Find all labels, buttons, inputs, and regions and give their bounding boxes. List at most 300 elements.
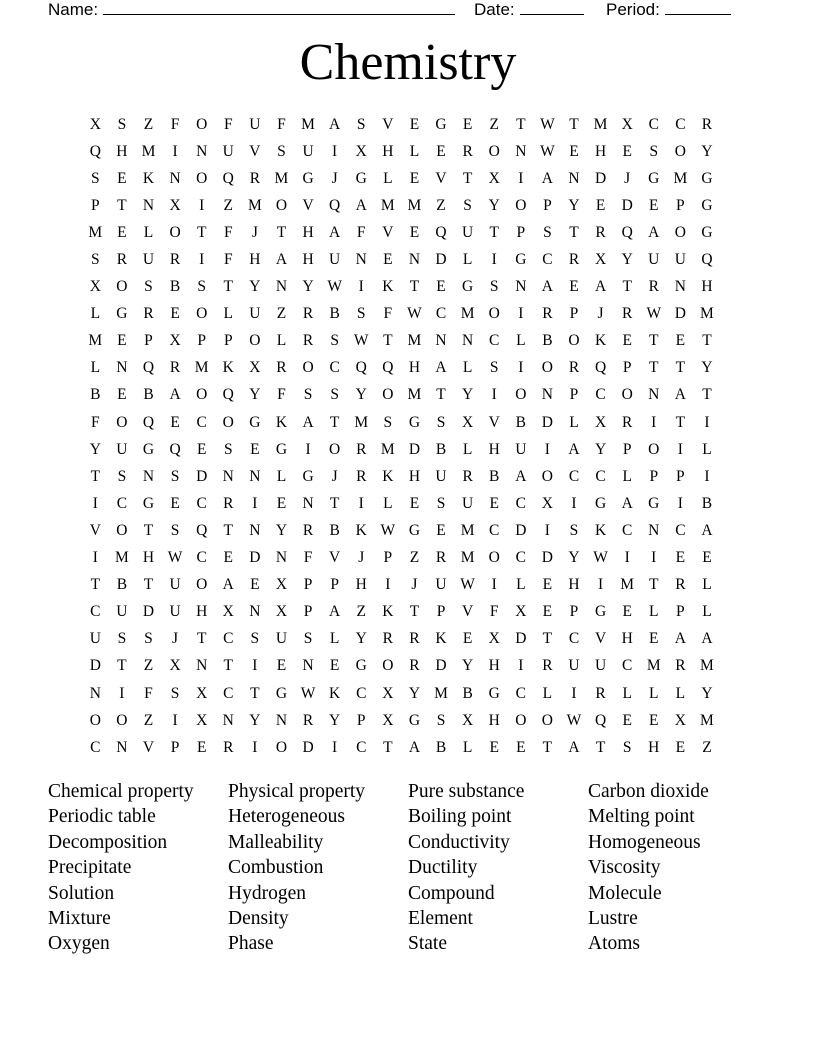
grid-letter[interactable]: U: [674, 251, 686, 269]
grid-letter[interactable]: G: [408, 521, 421, 539]
grid-letter[interactable]: T: [383, 738, 393, 756]
grid-letter[interactable]: E: [409, 169, 420, 187]
grid-letter[interactable]: T: [250, 684, 260, 702]
grid-letter[interactable]: E: [622, 332, 632, 350]
grid-letter[interactable]: S: [356, 115, 366, 133]
grid-letter[interactable]: D: [142, 603, 155, 621]
grid-letter[interactable]: S: [90, 169, 100, 187]
grid-letter[interactable]: P: [676, 467, 685, 485]
grid-letter[interactable]: Q: [382, 359, 394, 377]
grid-letter[interactable]: T: [569, 115, 579, 133]
grid-letter[interactable]: Y: [462, 657, 474, 675]
grid-letter[interactable]: C: [435, 305, 447, 323]
grid-letter[interactable]: O: [196, 169, 208, 187]
grid-letter[interactable]: R: [302, 521, 314, 539]
grid-letter[interactable]: T: [649, 359, 659, 377]
grid-letter[interactable]: P: [622, 359, 632, 377]
grid-letter[interactable]: Z: [356, 603, 366, 621]
grid-letter[interactable]: S: [303, 386, 313, 404]
grid-letter[interactable]: O: [621, 386, 633, 404]
grid-letter[interactable]: W: [327, 278, 342, 296]
grid-letter[interactable]: R: [568, 251, 580, 269]
grid-letter[interactable]: C: [568, 467, 580, 485]
grid-letter[interactable]: Z: [409, 549, 420, 567]
grid-letter[interactable]: L: [383, 169, 393, 187]
grid-letter[interactable]: T: [117, 657, 127, 675]
grid-letter[interactable]: E: [622, 711, 632, 729]
grid-letter[interactable]: Z: [143, 711, 154, 729]
grid-letter[interactable]: I: [677, 494, 683, 512]
grid-letter[interactable]: R: [276, 359, 287, 377]
grid-letter[interactable]: B: [515, 413, 526, 431]
grid-letter[interactable]: Q: [329, 196, 341, 214]
grid-letter[interactable]: I: [92, 494, 98, 512]
grid-letter[interactable]: C: [116, 494, 128, 512]
grid-letter[interactable]: P: [569, 305, 579, 323]
grid-letter[interactable]: H: [488, 440, 500, 458]
grid-letter[interactable]: U: [275, 630, 288, 648]
grid-letter[interactable]: B: [329, 305, 340, 323]
grid-letter[interactable]: I: [199, 251, 205, 269]
grid-letter[interactable]: O: [382, 386, 394, 404]
grid-letter[interactable]: K: [355, 521, 367, 539]
grid-letter[interactable]: A: [329, 115, 341, 133]
grid-letter[interactable]: L: [223, 305, 233, 323]
grid-letter[interactable]: V: [89, 521, 101, 539]
grid-letter[interactable]: M: [380, 440, 395, 458]
grid-letter[interactable]: H: [302, 251, 314, 269]
grid-letter[interactable]: D: [674, 305, 686, 323]
grid-letter[interactable]: L: [462, 440, 473, 458]
grid-letter[interactable]: Y: [249, 386, 261, 404]
grid-letter[interactable]: I: [199, 196, 205, 214]
grid-letter[interactable]: F: [223, 223, 233, 241]
grid-letter[interactable]: I: [172, 142, 178, 160]
grid-letter[interactable]: U: [329, 251, 341, 269]
grid-letter[interactable]: C: [622, 657, 633, 675]
grid-letter[interactable]: Y: [462, 386, 474, 404]
grid-letter[interactable]: L: [276, 467, 287, 485]
grid-letter[interactable]: T: [143, 521, 154, 539]
grid-letter[interactable]: A: [594, 278, 607, 296]
grid-letter[interactable]: C: [515, 684, 526, 702]
grid-letter[interactable]: Z: [436, 196, 446, 214]
grid-letter[interactable]: M: [593, 115, 608, 133]
grid-letter[interactable]: E: [170, 305, 180, 323]
grid-letter[interactable]: L: [276, 332, 287, 350]
grid-letter[interactable]: G: [648, 494, 660, 512]
grid-letter[interactable]: I: [518, 169, 524, 187]
grid-letter[interactable]: V: [382, 115, 394, 133]
grid-letter[interactable]: U: [116, 603, 128, 621]
grid-letter[interactable]: E: [542, 603, 553, 621]
grid-letter[interactable]: T: [542, 630, 553, 648]
grid-letter[interactable]: O: [648, 440, 660, 458]
grid-letter[interactable]: Z: [223, 196, 233, 214]
grid-letter[interactable]: X: [462, 711, 474, 729]
grid-letter[interactable]: G: [701, 196, 713, 214]
grid-letter[interactable]: U: [435, 576, 447, 594]
grid-letter[interactable]: N: [142, 467, 155, 485]
grid-letter[interactable]: C: [648, 115, 659, 133]
grid-letter[interactable]: E: [329, 657, 340, 675]
grid-letter[interactable]: S: [543, 223, 552, 241]
grid-letter[interactable]: C: [675, 115, 686, 133]
grid-letter[interactable]: U: [515, 440, 527, 458]
date-field[interactable]: [474, 0, 584, 19]
grid-letter[interactable]: S: [303, 630, 313, 648]
grid-letter[interactable]: C: [223, 684, 234, 702]
grid-letter[interactable]: I: [385, 576, 391, 594]
grid-letter[interactable]: E: [196, 440, 207, 458]
grid-letter[interactable]: O: [116, 521, 128, 539]
grid-letter[interactable]: C: [542, 251, 553, 269]
grid-letter[interactable]: M: [407, 332, 422, 350]
grid-letter[interactable]: I: [518, 305, 524, 323]
grid-letter[interactable]: H: [116, 142, 128, 160]
grid-letter[interactable]: R: [595, 223, 606, 241]
grid-letter[interactable]: R: [648, 278, 659, 296]
grid-letter[interactable]: Y: [488, 196, 500, 214]
grid-letter[interactable]: R: [622, 305, 633, 323]
grid-letter[interactable]: L: [702, 440, 712, 458]
grid-letter[interactable]: N: [648, 386, 660, 404]
grid-letter[interactable]: O: [116, 278, 128, 296]
grid-letter[interactable]: U: [462, 494, 474, 512]
grid-letter[interactable]: Y: [701, 142, 713, 160]
grid-letter[interactable]: B: [143, 386, 154, 404]
grid-letter[interactable]: W: [540, 142, 555, 160]
grid-letter[interactable]: M: [407, 386, 422, 404]
grid-letter[interactable]: J: [597, 305, 604, 323]
grid-letter[interactable]: X: [275, 603, 288, 621]
grid-letter[interactable]: P: [303, 603, 313, 621]
grid-letter[interactable]: T: [90, 576, 101, 594]
grid-letter[interactable]: E: [436, 521, 446, 539]
grid-letter[interactable]: C: [196, 494, 207, 512]
grid-letter[interactable]: U: [169, 576, 181, 594]
grid-letter[interactable]: M: [88, 223, 103, 241]
grid-letter[interactable]: E: [276, 494, 287, 512]
grid-letter[interactable]: P: [516, 223, 526, 241]
grid-letter[interactable]: E: [462, 630, 473, 648]
grid-letter[interactable]: S: [170, 684, 180, 702]
grid-letter[interactable]: Z: [702, 738, 712, 756]
grid-letter[interactable]: G: [302, 169, 314, 187]
grid-letter[interactable]: C: [223, 630, 234, 648]
grid-letter[interactable]: T: [223, 657, 233, 675]
grid-letter[interactable]: T: [516, 115, 526, 133]
grid-letter[interactable]: X: [249, 359, 261, 377]
grid-letter[interactable]: I: [571, 684, 577, 702]
grid-letter[interactable]: R: [169, 359, 181, 377]
grid-letter[interactable]: O: [275, 738, 288, 756]
grid-letter[interactable]: E: [409, 115, 420, 133]
grid-letter[interactable]: H: [302, 223, 314, 241]
grid-letter[interactable]: A: [674, 630, 686, 648]
grid-letter[interactable]: A: [674, 386, 686, 404]
grid-letter[interactable]: M: [354, 413, 369, 431]
grid-letter[interactable]: I: [332, 142, 338, 160]
grid-letter[interactable]: R: [409, 630, 420, 648]
grid-letter[interactable]: O: [196, 115, 208, 133]
grid-letter[interactable]: K: [222, 359, 234, 377]
grid-letter[interactable]: O: [222, 413, 234, 431]
grid-letter[interactable]: R: [595, 684, 606, 702]
grid-letter[interactable]: N: [89, 684, 101, 702]
grid-letter[interactable]: R: [462, 142, 473, 160]
name-field[interactable]: [48, 0, 455, 19]
grid-letter[interactable]: H: [648, 738, 660, 756]
grid-letter[interactable]: S: [489, 278, 499, 296]
grid-letter[interactable]: L: [329, 630, 340, 648]
grid-letter[interactable]: E: [675, 549, 686, 567]
grid-letter[interactable]: N: [515, 142, 527, 160]
grid-letter[interactable]: I: [651, 549, 657, 567]
grid-letter[interactable]: V: [462, 603, 474, 621]
grid-letter[interactable]: S: [463, 196, 472, 214]
grid-letter[interactable]: S: [489, 359, 499, 377]
grid-letter[interactable]: R: [382, 630, 393, 648]
grid-letter[interactable]: G: [435, 115, 447, 133]
grid-letter[interactable]: K: [382, 278, 394, 296]
grid-letter[interactable]: G: [275, 684, 288, 702]
grid-letter[interactable]: I: [544, 440, 550, 458]
grid-letter[interactable]: A: [275, 251, 288, 269]
grid-letter[interactable]: R: [356, 440, 367, 458]
grid-letter[interactable]: X: [621, 115, 633, 133]
grid-letter[interactable]: Z: [276, 305, 287, 323]
grid-letter[interactable]: E: [675, 738, 686, 756]
grid-letter[interactable]: M: [460, 521, 475, 539]
grid-letter[interactable]: C: [329, 359, 340, 377]
grid-letter[interactable]: A: [329, 603, 341, 621]
grid-letter[interactable]: A: [408, 738, 421, 756]
grid-letter[interactable]: N: [116, 738, 128, 756]
grid-letter[interactable]: B: [701, 494, 713, 512]
grid-letter[interactable]: I: [518, 657, 524, 675]
grid-letter[interactable]: A: [701, 521, 713, 539]
grid-letter[interactable]: G: [408, 711, 421, 729]
grid-letter[interactable]: I: [704, 467, 710, 485]
grid-letter[interactable]: A: [701, 630, 713, 648]
grid-letter[interactable]: T: [649, 576, 659, 594]
grid-letter[interactable]: C: [568, 630, 580, 648]
grid-letter[interactable]: U: [302, 142, 314, 160]
grid-letter[interactable]: N: [275, 278, 288, 296]
grid-letter[interactable]: E: [117, 223, 127, 241]
grid-letter[interactable]: G: [355, 169, 367, 187]
grid-letter[interactable]: X: [89, 115, 101, 133]
grid-letter[interactable]: W: [540, 115, 555, 133]
grid-letter[interactable]: X: [169, 196, 181, 214]
grid-letter[interactable]: X: [196, 684, 208, 702]
grid-letter[interactable]: X: [541, 494, 553, 512]
grid-letter[interactable]: L: [649, 603, 659, 621]
grid-letter[interactable]: X: [462, 413, 474, 431]
grid-letter[interactable]: L: [462, 738, 473, 756]
grid-letter[interactable]: F: [144, 684, 153, 702]
grid-letter[interactable]: S: [170, 467, 180, 485]
grid-letter[interactable]: X: [382, 711, 394, 729]
grid-letter[interactable]: Z: [489, 115, 499, 133]
grid-letter[interactable]: S: [330, 332, 339, 350]
grid-letter[interactable]: I: [571, 494, 577, 512]
grid-letter[interactable]: J: [358, 549, 365, 567]
grid-letter[interactable]: T: [675, 413, 686, 431]
grid-letter[interactable]: Y: [89, 440, 101, 458]
grid-letter[interactable]: M: [646, 657, 661, 675]
grid-letter[interactable]: Y: [701, 684, 713, 702]
grid-letter[interactable]: I: [491, 386, 497, 404]
grid-letter[interactable]: N: [515, 278, 527, 296]
grid-letter[interactable]: O: [196, 576, 208, 594]
grid-letter[interactable]: Y: [249, 278, 261, 296]
grid-letter[interactable]: H: [249, 251, 261, 269]
grid-letter[interactable]: I: [252, 494, 258, 512]
grid-letter[interactable]: S: [117, 630, 127, 648]
grid-letter[interactable]: T: [383, 332, 393, 350]
grid-letter[interactable]: A: [169, 386, 181, 404]
grid-letter[interactable]: R: [116, 251, 128, 269]
grid-letter[interactable]: B: [169, 278, 181, 296]
grid-letter[interactable]: G: [701, 223, 713, 241]
grid-letter[interactable]: G: [275, 440, 288, 458]
grid-letter[interactable]: S: [117, 115, 127, 133]
grid-letter[interactable]: F: [170, 115, 180, 133]
grid-letter[interactable]: Q: [142, 359, 155, 377]
grid-letter[interactable]: E: [223, 549, 233, 567]
grid-letter[interactable]: M: [700, 711, 714, 729]
grid-letter[interactable]: L: [516, 332, 526, 350]
grid-letter[interactable]: U: [249, 115, 261, 133]
grid-letter[interactable]: G: [408, 413, 421, 431]
grid-letter[interactable]: D: [541, 549, 553, 567]
grid-letter[interactable]: J: [331, 467, 338, 485]
grid-letter[interactable]: L: [542, 684, 553, 702]
grid-letter[interactable]: E: [675, 332, 686, 350]
grid-letter[interactable]: Y: [275, 521, 288, 539]
grid-letter[interactable]: A: [541, 278, 553, 296]
grid-letter[interactable]: H: [382, 142, 394, 160]
grid-letter[interactable]: E: [489, 738, 499, 756]
grid-letter[interactable]: G: [515, 251, 527, 269]
grid-letter[interactable]: W: [300, 684, 316, 702]
grid-letter[interactable]: O: [116, 413, 128, 431]
grid-letter[interactable]: A: [621, 494, 633, 512]
grid-letter[interactable]: G: [302, 467, 314, 485]
grid-letter[interactable]: T: [622, 278, 632, 296]
grid-letter[interactable]: G: [648, 169, 660, 187]
grid-letter[interactable]: X: [355, 142, 367, 160]
grid-letter[interactable]: N: [196, 142, 208, 160]
grid-letter[interactable]: Z: [143, 657, 154, 675]
grid-letter[interactable]: A: [222, 576, 234, 594]
grid-letter[interactable]: M: [620, 576, 635, 594]
grid-letter[interactable]: Q: [169, 440, 181, 458]
grid-letter[interactable]: W: [167, 549, 183, 567]
grid-letter[interactable]: N: [674, 278, 686, 296]
grid-letter[interactable]: G: [701, 169, 713, 187]
grid-letter[interactable]: A: [435, 359, 447, 377]
grid-letter[interactable]: P: [144, 332, 153, 350]
grid-letter[interactable]: T: [196, 223, 207, 241]
grid-letter[interactable]: T: [436, 386, 446, 404]
grid-letter[interactable]: V: [142, 738, 155, 756]
grid-letter[interactable]: C: [595, 467, 606, 485]
grid-letter[interactable]: S: [277, 142, 286, 160]
grid-letter[interactable]: N: [169, 169, 181, 187]
date-blank-line[interactable]: [520, 0, 584, 15]
grid-letter[interactable]: R: [409, 657, 420, 675]
grid-letter[interactable]: B: [329, 521, 340, 539]
grid-letter[interactable]: C: [515, 549, 526, 567]
grid-letter[interactable]: K: [329, 684, 341, 702]
grid-letter[interactable]: U: [568, 657, 580, 675]
grid-letter[interactable]: I: [252, 738, 258, 756]
grid-letter[interactable]: R: [701, 115, 713, 133]
grid-letter[interactable]: M: [460, 549, 475, 567]
grid-letter[interactable]: H: [488, 711, 500, 729]
grid-letter[interactable]: A: [515, 467, 527, 485]
grid-letter[interactable]: N: [541, 386, 553, 404]
grid-letter[interactable]: W: [407, 305, 422, 323]
grid-letter[interactable]: E: [250, 576, 260, 594]
grid-letter[interactable]: Q: [222, 386, 234, 404]
grid-letter[interactable]: O: [541, 359, 553, 377]
grid-letter[interactable]: H: [594, 142, 607, 160]
grid-letter[interactable]: B: [435, 440, 447, 458]
grid-letter[interactable]: O: [541, 467, 553, 485]
grid-letter[interactable]: N: [408, 251, 421, 269]
grid-letter[interactable]: N: [142, 196, 155, 214]
grid-letter[interactable]: N: [275, 711, 288, 729]
grid-letter[interactable]: F: [277, 386, 286, 404]
grid-letter[interactable]: T: [223, 278, 233, 296]
grid-letter[interactable]: Y: [249, 711, 261, 729]
grid-letter[interactable]: O: [116, 711, 128, 729]
grid-letter[interactable]: R: [302, 305, 314, 323]
grid-letter[interactable]: A: [568, 440, 580, 458]
grid-letter[interactable]: E: [622, 142, 632, 160]
grid-letter[interactable]: R: [356, 467, 367, 485]
grid-letter[interactable]: E: [170, 413, 180, 431]
grid-letter[interactable]: I: [252, 657, 258, 675]
period-field[interactable]: [606, 0, 731, 19]
grid-letter[interactable]: O: [89, 711, 101, 729]
grid-letter[interactable]: M: [274, 169, 289, 187]
grid-letter[interactable]: S: [569, 521, 579, 539]
grid-letter[interactable]: Y: [302, 278, 314, 296]
grid-letter[interactable]: P: [90, 196, 100, 214]
grid-letter[interactable]: S: [356, 305, 366, 323]
grid-letter[interactable]: G: [594, 603, 607, 621]
grid-letter[interactable]: U: [222, 142, 234, 160]
grid-letter[interactable]: O: [196, 386, 208, 404]
grid-letter[interactable]: C: [489, 332, 500, 350]
grid-letter[interactable]: X: [488, 169, 500, 187]
grid-letter[interactable]: W: [380, 521, 396, 539]
grid-letter[interactable]: T: [649, 332, 659, 350]
grid-letter[interactable]: T: [702, 332, 712, 350]
grid-letter[interactable]: E: [569, 278, 579, 296]
grid-letter[interactable]: X: [594, 251, 607, 269]
grid-letter[interactable]: T: [675, 359, 686, 377]
grid-letter[interactable]: R: [302, 711, 314, 729]
grid-letter[interactable]: N: [116, 359, 128, 377]
grid-letter[interactable]: O: [275, 196, 288, 214]
grid-letter[interactable]: B: [462, 684, 473, 702]
